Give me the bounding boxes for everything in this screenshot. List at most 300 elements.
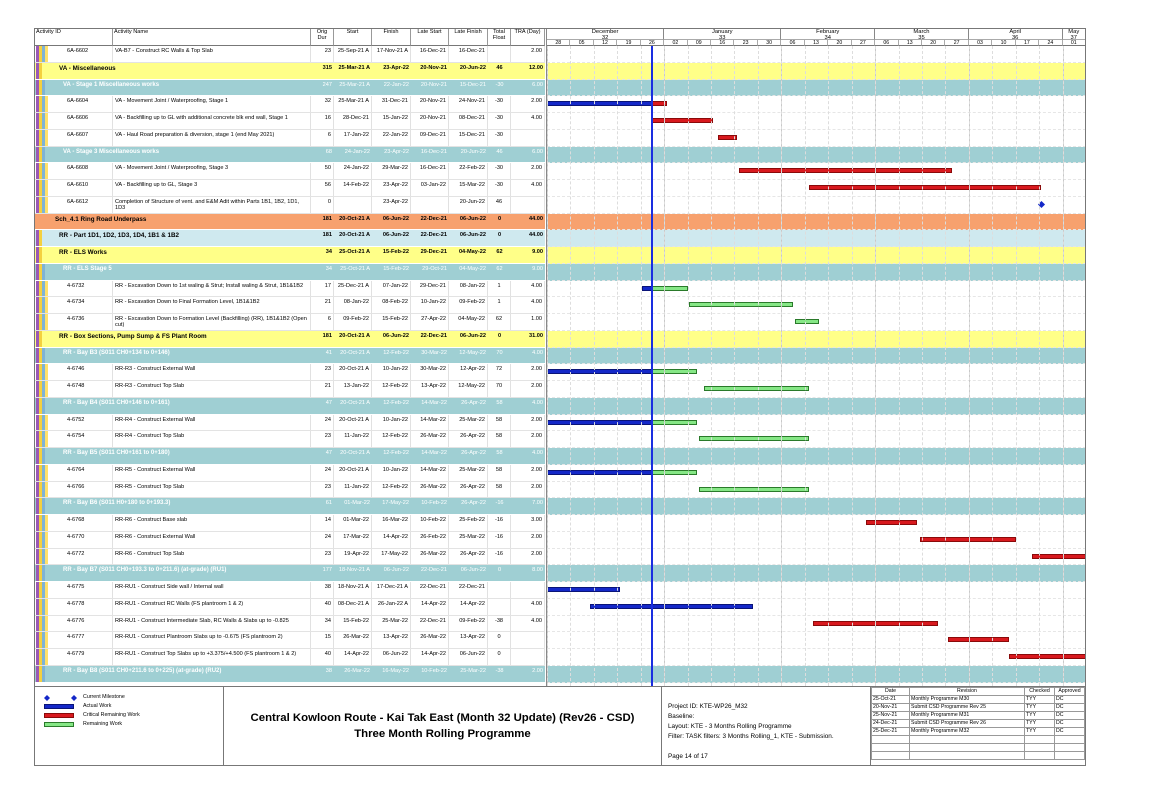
cell-name: RR-R5 - Construct External Wall bbox=[113, 465, 311, 481]
cell-tf: 70 bbox=[496, 349, 503, 356]
cell-id: 6A-6607 bbox=[65, 130, 113, 146]
cell-start: 20-Oct-21 A bbox=[339, 332, 370, 339]
cell-lf: 25-Mar-22 bbox=[449, 532, 488, 548]
cell-name: RR-RU1 - Construct Top Slabs up to +3.375/+4.500 (FS plantroom 1 & 2) bbox=[113, 649, 311, 665]
col-finish[interactable]: Finish bbox=[372, 29, 411, 46]
cell-tf: -38 bbox=[495, 667, 504, 674]
table-row[interactable] bbox=[35, 482, 545, 499]
cell-ls: 29-Dec-21 bbox=[420, 249, 447, 255]
cell-dur: 47 bbox=[325, 399, 332, 406]
cell-ls: 26-Feb-22 bbox=[411, 532, 449, 548]
cell-tra: 12.00 bbox=[529, 64, 543, 71]
cell-tf bbox=[488, 582, 511, 598]
critical-work-bar[interactable] bbox=[1032, 554, 1086, 559]
critical-work-bar[interactable] bbox=[1009, 654, 1086, 659]
critical-work-bar[interactable] bbox=[809, 185, 1041, 190]
cell-dur: 40 bbox=[311, 649, 334, 665]
critical-work-bar[interactable] bbox=[739, 168, 952, 173]
page-number: Page 14 of 17 bbox=[668, 753, 708, 760]
gantt-row-gridline bbox=[547, 380, 1086, 381]
remaining-work-bar[interactable] bbox=[652, 286, 688, 291]
cell-tra: 2.00 bbox=[511, 431, 545, 447]
group-row[interactable] bbox=[35, 80, 545, 97]
cell-tf: 0 bbox=[497, 567, 502, 574]
group-row[interactable] bbox=[35, 230, 545, 247]
legend-actual-work: Actual Work bbox=[41, 702, 221, 711]
cell-lf: 15-Mar-22 bbox=[449, 180, 488, 196]
cell-dur: 47 bbox=[325, 450, 332, 456]
gantt-row-gridline bbox=[547, 129, 1086, 130]
cell-ls: 09-Dec-21 bbox=[411, 130, 449, 146]
cell-tf: -16 bbox=[488, 549, 511, 565]
cell-dur: 181 bbox=[322, 332, 332, 339]
month-header bbox=[1063, 29, 1086, 40]
outline-level-bar bbox=[45, 532, 48, 548]
group-row[interactable] bbox=[35, 565, 545, 582]
milestone-diamond-icon bbox=[44, 695, 74, 700]
cell-tf: -30 bbox=[488, 113, 511, 129]
revision-cell bbox=[872, 744, 910, 752]
week-label: 23 bbox=[734, 40, 757, 46]
cell-ls: 14-Mar-22 bbox=[421, 450, 447, 456]
cell-ls: 10-Jan-22 bbox=[411, 297, 449, 313]
cell-finish: 15-Feb-22 bbox=[382, 249, 409, 255]
cell-ls: 13-Apr-22 bbox=[411, 381, 449, 397]
cell-id: 4-6736 bbox=[65, 314, 113, 330]
actual-work-bar[interactable] bbox=[547, 369, 652, 374]
revision-cell: Monthly Programme M31 bbox=[910, 712, 1025, 720]
revision-cell: TYY bbox=[1025, 728, 1055, 736]
cell-dur: 24 bbox=[311, 465, 334, 481]
outline-level-bar bbox=[45, 364, 48, 380]
remaining-work-bar[interactable] bbox=[795, 319, 818, 324]
outline-level-bar bbox=[45, 96, 48, 112]
actual-work-bar[interactable] bbox=[547, 420, 652, 425]
schedule-page bbox=[34, 28, 1086, 766]
week-label: 30 bbox=[758, 40, 781, 46]
week-gridline bbox=[1016, 46, 1017, 686]
col-orig-dur[interactable]: Orig Dur bbox=[311, 29, 334, 46]
cell-ls bbox=[411, 197, 449, 213]
week-label: 24 bbox=[1039, 40, 1062, 46]
col-late-start[interactable]: Late Start bbox=[411, 29, 449, 46]
cell-name: VA - Haul Road preparation & diversion, stage 1 (end May 2021) bbox=[113, 130, 311, 146]
cell-dur: 32 bbox=[311, 96, 334, 112]
cell-name: RR-R3 - Construct External Wall bbox=[113, 364, 311, 380]
outline-level-bar bbox=[45, 482, 48, 498]
cell-tra: 4.00 bbox=[511, 599, 545, 615]
month-number: 34 bbox=[824, 35, 831, 41]
table-row[interactable] bbox=[35, 130, 545, 147]
col-start[interactable]: Start bbox=[334, 29, 372, 46]
table-row[interactable] bbox=[35, 163, 545, 180]
week-label: 06 bbox=[875, 40, 898, 46]
week-gridline bbox=[969, 46, 970, 686]
group-row[interactable] bbox=[35, 264, 545, 281]
cell-ls: 03-Jan-22 bbox=[411, 180, 449, 196]
cell-id: 4-6776 bbox=[65, 616, 113, 632]
revision-cell: Monthly Programme M30 bbox=[910, 696, 1025, 704]
col-activity-name[interactable]: Activity Name bbox=[113, 29, 311, 46]
cell-tra: 4.00 bbox=[511, 113, 545, 129]
cell-ls: 22-Dec-21 bbox=[411, 582, 449, 598]
table-row[interactable] bbox=[35, 364, 545, 381]
cell-lf: 26-Apr-22 bbox=[449, 482, 488, 498]
cell-finish: 22-Jan-22 bbox=[383, 81, 409, 88]
week-gridline bbox=[992, 46, 993, 686]
cell-tf: -30 bbox=[488, 180, 511, 196]
cell-tf: -16 bbox=[488, 515, 511, 531]
outline-level-bar bbox=[45, 163, 48, 179]
cell-lf: 06-Jun-22 bbox=[449, 649, 488, 665]
cell-lf: 06-Jun-22 bbox=[459, 332, 486, 339]
remaining-work-bar[interactable] bbox=[652, 470, 697, 475]
cell-ls: 14-Apr-22 bbox=[411, 649, 449, 665]
gantt-group-band bbox=[547, 666, 1086, 683]
cell-finish: 23-Apr-22 bbox=[372, 180, 411, 196]
revision-cell: 25-Dec-21 bbox=[872, 728, 910, 736]
table-row[interactable] bbox=[35, 599, 545, 616]
group-row[interactable] bbox=[35, 348, 545, 365]
cell-name: RR - ELS Stage 5 bbox=[63, 265, 112, 272]
cell-ls: 10-Feb-22 bbox=[411, 515, 449, 531]
revision-cell: 20-Nov-21 bbox=[872, 704, 910, 712]
outline-level-bar bbox=[42, 565, 45, 581]
revision-empty-row bbox=[872, 752, 1085, 760]
outline-level-bar bbox=[45, 113, 48, 129]
revision-cell: DC bbox=[1055, 712, 1085, 720]
cell-lf: 26-Apr-22 bbox=[461, 399, 486, 406]
actual-work-bar[interactable] bbox=[547, 587, 620, 592]
revision-row bbox=[872, 696, 1085, 704]
cell-name: VA - Miscellaneous bbox=[59, 64, 116, 72]
cell-tf: 72 bbox=[488, 364, 511, 380]
table-row[interactable] bbox=[35, 616, 545, 633]
cell-lf: 20-Jun-22 bbox=[459, 64, 486, 71]
outline-level-bar bbox=[45, 515, 48, 531]
col-total-float[interactable]: Total Float bbox=[488, 29, 511, 46]
revision-cell: 24-Dec-21 bbox=[872, 720, 910, 728]
remaining-work-bar[interactable] bbox=[652, 369, 697, 374]
group-row[interactable] bbox=[35, 398, 545, 415]
group-row[interactable] bbox=[35, 331, 545, 348]
cell-name: RR-RU1 - Construct Plantroom Slabs up to -0.675 (FS plantroom 2) bbox=[113, 632, 311, 648]
cell-lf: 15-Dec-21 bbox=[449, 130, 488, 146]
revision-cell: TYY bbox=[1025, 696, 1055, 704]
revision-cell: Monthly Programme M32 bbox=[910, 728, 1025, 736]
cell-id: 6A-6610 bbox=[65, 180, 113, 196]
table-row[interactable] bbox=[35, 297, 545, 314]
cell-ls: 20-Nov-21 bbox=[411, 113, 449, 129]
outline-level-bar bbox=[39, 230, 42, 246]
gantt-row-gridline bbox=[547, 162, 1086, 163]
revision-empty-row bbox=[872, 736, 1085, 744]
cell-ls: 30-Mar-22 bbox=[421, 349, 447, 356]
week-label: 27 bbox=[945, 40, 968, 46]
cell-finish: 22-Jan-22 bbox=[372, 130, 411, 146]
cell-lf: 12-May-22 bbox=[449, 381, 488, 397]
cell-name: RR-R4 - Construct External Wall bbox=[113, 415, 311, 431]
cell-lf: 25-Mar-22 bbox=[460, 667, 486, 674]
week-gridline bbox=[570, 46, 571, 686]
revision-cell bbox=[1055, 744, 1085, 752]
cell-ls: 22-Dec-21 bbox=[411, 616, 449, 632]
remaining-work-bar[interactable] bbox=[689, 302, 793, 307]
outline-level-bar bbox=[45, 281, 48, 297]
group-row[interactable] bbox=[35, 214, 545, 231]
week-label: 20 bbox=[828, 40, 851, 46]
revision-header-cell: Approved bbox=[1055, 688, 1085, 696]
cell-ls: 20-Nov-21 bbox=[420, 64, 447, 71]
group-row[interactable] bbox=[35, 666, 545, 683]
cell-tf: 0 bbox=[497, 215, 502, 222]
revision-cell bbox=[910, 752, 1025, 760]
table-row[interactable] bbox=[35, 415, 545, 432]
gantt-group-band bbox=[547, 247, 1086, 264]
cell-name: RR - Bay B7 (S011 CH0+193.3 to 0+211.6) (at-grade) (RU1) bbox=[63, 567, 227, 574]
revision-cell bbox=[910, 744, 1025, 752]
cell-dur: 21 bbox=[311, 381, 334, 397]
week-label: 27 bbox=[852, 40, 875, 46]
cell-name: RR - Box Sections, Pump Sump & FS Plant Room bbox=[59, 332, 207, 340]
col-activity-id[interactable]: Activity ID bbox=[35, 29, 113, 46]
cell-lf: 06-Jun-22 bbox=[459, 215, 486, 222]
table-row[interactable] bbox=[35, 515, 545, 532]
gantt-group-band bbox=[547, 264, 1086, 281]
cell-tf: 46 bbox=[488, 197, 511, 213]
outline-level-bar bbox=[45, 649, 48, 665]
cell-start: 11-Jan-22 bbox=[334, 482, 372, 498]
gantt-chart bbox=[546, 29, 1086, 686]
week-gridline bbox=[617, 46, 618, 686]
cell-start: 18-Nov-21 A bbox=[338, 567, 370, 574]
cell-tf: 0 bbox=[497, 232, 502, 239]
month-header bbox=[969, 29, 1063, 40]
outline-level-bar bbox=[45, 381, 48, 397]
group-row[interactable] bbox=[35, 147, 545, 164]
table-row[interactable] bbox=[35, 549, 545, 566]
cell-start: 01-Mar-22 bbox=[344, 500, 370, 507]
cell-id: 6A-6606 bbox=[65, 113, 113, 129]
cell-start: 20-Oct-21 A bbox=[340, 450, 370, 456]
cell-id: 4-6775 bbox=[65, 582, 113, 598]
table-row[interactable] bbox=[35, 46, 545, 63]
cell-dur: 23 bbox=[311, 549, 334, 565]
gantt-group-band bbox=[547, 80, 1086, 97]
cell-finish: 12-Feb-22 bbox=[372, 482, 411, 498]
table-row[interactable] bbox=[35, 431, 545, 448]
table-row[interactable] bbox=[35, 649, 545, 666]
cell-ls: 26-Mar-22 bbox=[411, 632, 449, 648]
week-gridline bbox=[758, 46, 759, 686]
cell-ls: 14-Mar-22 bbox=[411, 415, 449, 431]
cell-id: 6A-6604 bbox=[65, 96, 113, 112]
group-row[interactable] bbox=[35, 247, 545, 264]
gantt-row-gridline bbox=[547, 481, 1086, 482]
cell-dur: 6 bbox=[311, 314, 334, 330]
cell-id: 6A-6602 bbox=[65, 46, 113, 62]
cell-finish: 12-Feb-22 bbox=[372, 381, 411, 397]
cell-start: 25-Oct-21 A bbox=[339, 249, 370, 255]
month-label: February bbox=[816, 29, 840, 35]
cell-tra: 2.00 bbox=[511, 465, 545, 481]
cell-dur: 34 bbox=[311, 616, 334, 632]
cell-finish: 15-Feb-22 bbox=[372, 314, 411, 330]
cell-start: 25-Dec-21 A bbox=[334, 281, 372, 297]
legend-critical-remaining: Critical Remaining Work bbox=[41, 711, 221, 720]
outline-level-bar bbox=[42, 348, 45, 364]
cell-name: VA - Stage 3 Miscellaneous works bbox=[63, 148, 160, 155]
cell-finish: 23-Apr-22 bbox=[372, 197, 411, 213]
critical-work-bar[interactable] bbox=[920, 537, 1016, 542]
revision-header-row bbox=[872, 688, 1085, 696]
table-row[interactable] bbox=[35, 96, 545, 113]
critical-work-bar[interactable] bbox=[651, 118, 714, 123]
cell-name: RR - Part 1D1, 1D2, 1D3, 1D4, 1B1 & 1B2 bbox=[59, 232, 180, 240]
cell-start: 20-Oct-21 A bbox=[334, 465, 372, 481]
revision-cell bbox=[872, 736, 910, 744]
cell-lf: 12-Apr-22 bbox=[449, 364, 488, 380]
actual-work-bar[interactable] bbox=[547, 470, 652, 475]
week-label: 02 bbox=[664, 40, 687, 46]
cell-id: 4-6779 bbox=[65, 649, 113, 665]
outline-level-bar bbox=[39, 63, 42, 79]
cell-finish: 07-Jan-22 bbox=[372, 281, 411, 297]
cell-id: 6A-6608 bbox=[65, 163, 113, 179]
cell-id: 4-6766 bbox=[65, 482, 113, 498]
cell-ls: 10-Feb-22 bbox=[421, 667, 447, 674]
month-label: January bbox=[711, 29, 733, 35]
gantt-group-band bbox=[547, 565, 1086, 582]
week-gridline bbox=[1039, 46, 1040, 686]
col-late-finish[interactable]: Late Finish bbox=[449, 29, 488, 46]
cell-name: RR-R6 - Construct External Wall bbox=[113, 532, 311, 548]
table-row[interactable] bbox=[35, 281, 545, 298]
cell-lf: 26-Apr-22 bbox=[461, 500, 486, 507]
cell-start: 28-Dec-21 bbox=[334, 113, 372, 129]
cell-tra: 2.00 bbox=[511, 381, 545, 397]
critical-work-bar[interactable] bbox=[948, 637, 1009, 642]
cell-name: RR - Excavation Down to Formation Level (Backfilling) (RR), 1B1&1B2 (Open cut) bbox=[113, 314, 311, 330]
cell-tf: 62 bbox=[496, 265, 503, 272]
cell-finish: 17-May-22 bbox=[382, 500, 409, 507]
outline-level-bar bbox=[39, 247, 42, 263]
cell-dur: 247 bbox=[322, 81, 332, 88]
table-row[interactable] bbox=[35, 180, 545, 197]
gantt-group-band bbox=[547, 398, 1086, 415]
outline-level-bar bbox=[42, 80, 45, 96]
table-row[interactable] bbox=[35, 532, 545, 549]
outline-level-bar bbox=[45, 197, 48, 213]
cell-tf: 46 bbox=[496, 64, 503, 71]
actual-work-bar[interactable] bbox=[590, 604, 753, 609]
table-row[interactable] bbox=[35, 632, 545, 649]
cell-lf: 04-May-22 bbox=[449, 314, 488, 330]
group-row[interactable] bbox=[35, 448, 545, 465]
cell-dur: 23 bbox=[311, 482, 334, 498]
table-row[interactable] bbox=[35, 381, 545, 398]
cell-id: 4-6752 bbox=[65, 415, 113, 431]
cell-name: RR - Bay B3 (S011 CH0+134 to 0+146) bbox=[63, 349, 170, 356]
gantt-row-gridline bbox=[547, 514, 1086, 515]
cell-lf: 08-Jan-22 bbox=[449, 281, 488, 297]
gantt-row-gridline bbox=[547, 313, 1086, 314]
cell-ls: 26-Mar-22 bbox=[411, 431, 449, 447]
revision-table bbox=[871, 687, 1085, 766]
cell-tf: 58 bbox=[488, 465, 511, 481]
cell-tf bbox=[488, 46, 511, 62]
cell-ls: 20-Nov-21 bbox=[420, 81, 447, 88]
week-gridline bbox=[852, 46, 853, 686]
cell-tra: 2.00 bbox=[511, 46, 545, 62]
table-row[interactable] bbox=[35, 113, 545, 130]
remaining-work-bar[interactable] bbox=[704, 386, 809, 391]
table-row[interactable] bbox=[35, 465, 545, 482]
cell-start: 19-Apr-22 bbox=[334, 549, 372, 565]
remaining-work-swatch-icon bbox=[44, 722, 74, 727]
critical-work-bar[interactable] bbox=[866, 520, 918, 525]
week-gridline bbox=[828, 46, 829, 686]
cell-tra bbox=[511, 197, 545, 213]
cell-ls: 20-Nov-21 bbox=[411, 96, 449, 112]
cell-tf bbox=[488, 599, 511, 615]
revision-header-cell: Checked bbox=[1025, 688, 1055, 696]
cell-id: 4-6754 bbox=[65, 431, 113, 447]
remaining-work-bar[interactable] bbox=[699, 487, 809, 492]
group-row[interactable] bbox=[35, 498, 545, 515]
revision-cell: TYY bbox=[1025, 712, 1055, 720]
cell-lf: 12-May-22 bbox=[459, 349, 486, 356]
cell-lf: 26-Apr-22 bbox=[461, 450, 486, 456]
outline-level-bar bbox=[45, 431, 48, 447]
revision-empty-row bbox=[872, 744, 1085, 752]
cell-ls: 14-Apr-22 bbox=[411, 599, 449, 615]
gantt-group-band bbox=[547, 147, 1086, 164]
cell-finish: 12-Feb-22 bbox=[372, 431, 411, 447]
table-row[interactable] bbox=[35, 197, 545, 214]
gantt-group-band bbox=[547, 214, 1086, 231]
report-subtitle: Three Month Rolling Programme bbox=[354, 728, 531, 740]
cell-tf: 58 bbox=[488, 415, 511, 431]
week-gridline bbox=[664, 46, 665, 686]
cell-finish: 06-Jun-22 bbox=[383, 567, 409, 574]
cell-lf: 22-Dec-21 bbox=[449, 582, 488, 598]
week-label: 26 bbox=[641, 40, 664, 46]
remaining-work-bar[interactable] bbox=[699, 436, 809, 441]
cell-name: RR-R6 - Construct Base slab bbox=[113, 515, 311, 531]
col-tra[interactable]: TRA (Day) bbox=[511, 29, 545, 46]
cell-finish: 17-Dec-21 A bbox=[372, 582, 411, 598]
week-label: 06 bbox=[781, 40, 804, 46]
remaining-work-bar[interactable] bbox=[652, 420, 697, 425]
revision-cell: Submit CSD Programme Rev 25 bbox=[910, 704, 1025, 712]
actual-work-bar[interactable] bbox=[547, 101, 652, 106]
cell-lf: 25-Mar-22 bbox=[449, 465, 488, 481]
cell-tra: 2.00 bbox=[532, 667, 543, 674]
cell-start: 24-Jan-22 bbox=[334, 163, 372, 179]
group-row[interactable] bbox=[35, 63, 545, 80]
table-row[interactable] bbox=[35, 582, 545, 599]
gantt-row-gridline bbox=[547, 196, 1086, 197]
cell-finish: 29-Mar-22 bbox=[372, 163, 411, 179]
revision-cell: DC bbox=[1055, 704, 1085, 712]
table-row[interactable] bbox=[35, 314, 545, 331]
gantt-group-band bbox=[547, 448, 1086, 465]
cell-tra: 3.00 bbox=[511, 515, 545, 531]
cell-start: 17-Mar-22 bbox=[334, 532, 372, 548]
cell-start: 25-Oct-21 A bbox=[340, 265, 370, 272]
cell-name: VA - Backfilling up to GL, Stage 3 bbox=[113, 180, 311, 196]
